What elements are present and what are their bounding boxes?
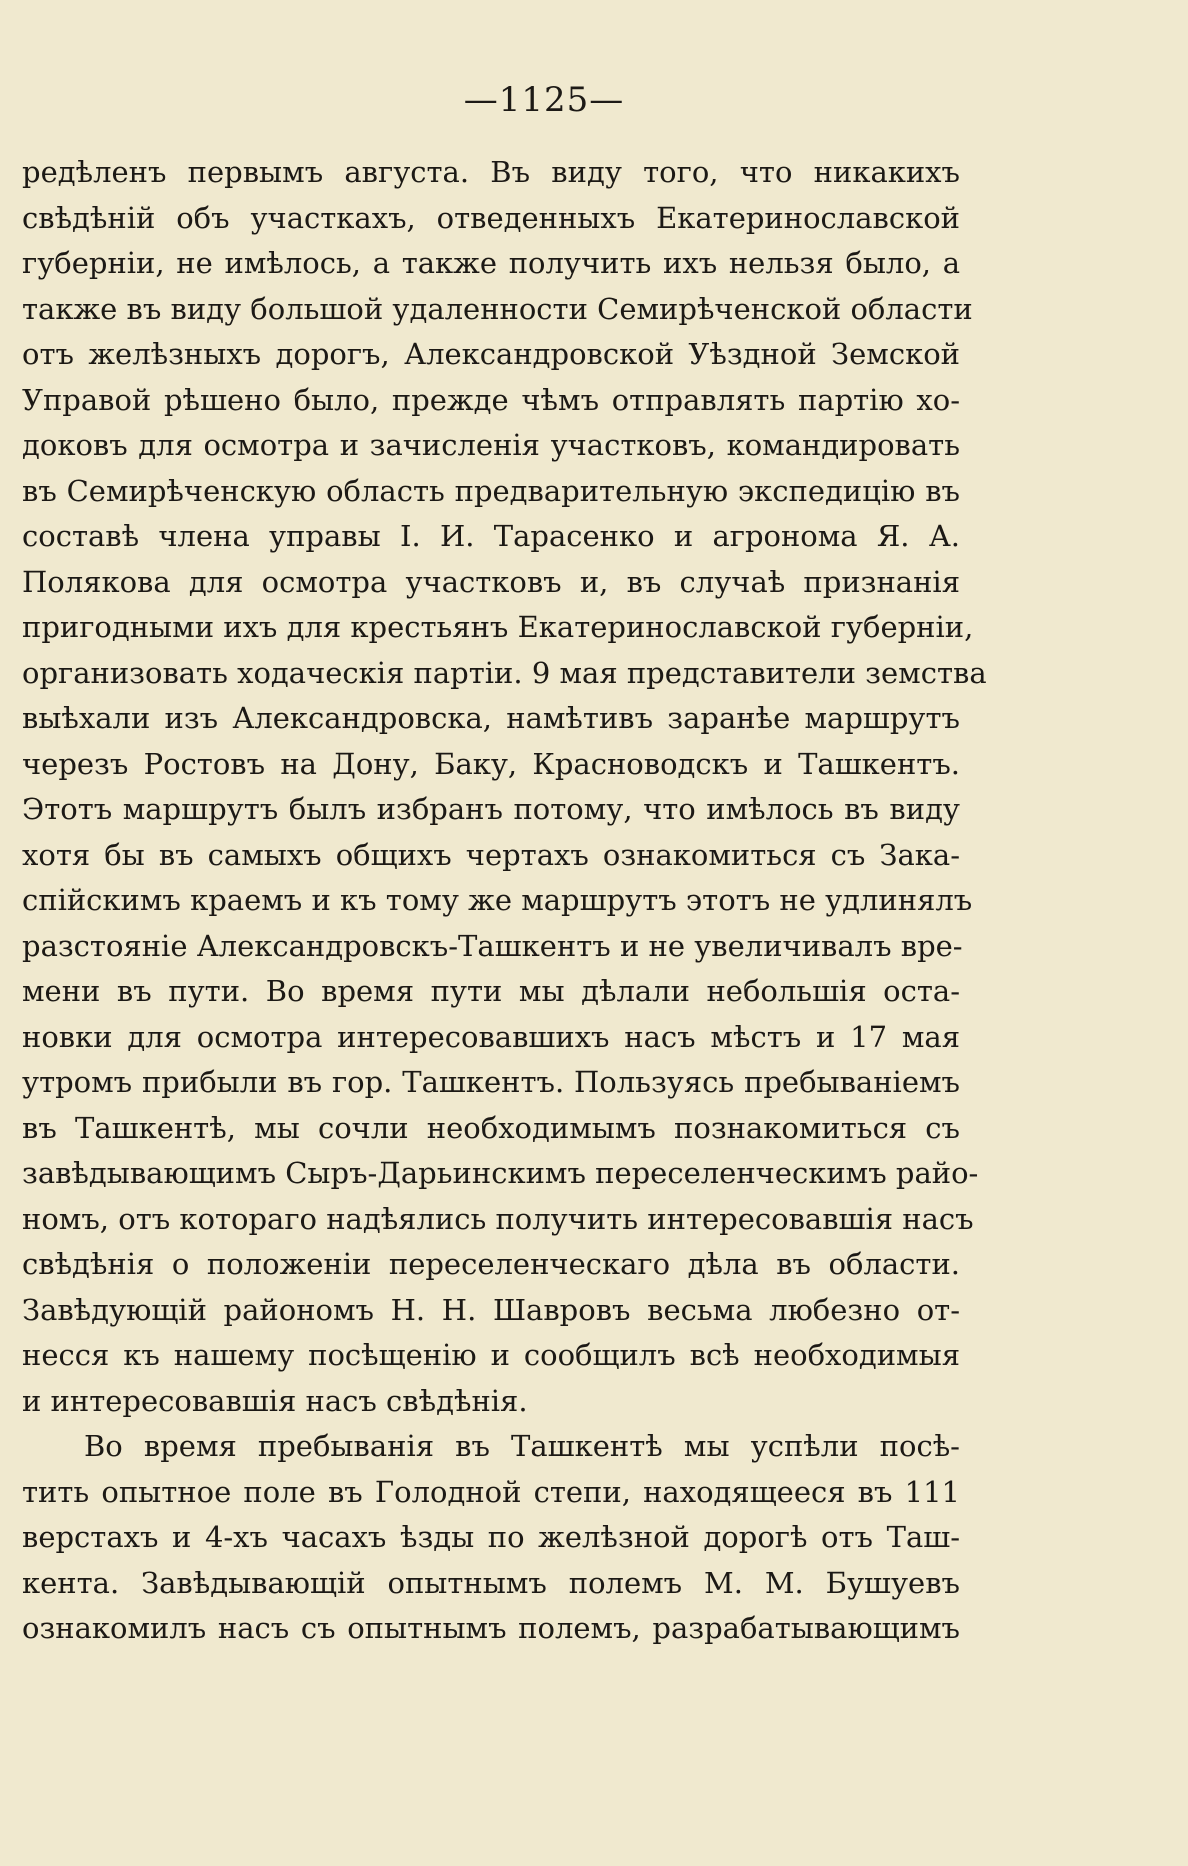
text-line: выѣхали изъ Александровска, намѣтивъ заранѣе маршрутъ (22, 701, 960, 735)
text-line: кента. Завѣдывающій опытнымъ полемъ М. М. Бушуевъ (22, 1565, 960, 1600)
text-line: и интересовавшія насъ свѣдѣнія. (22, 1383, 528, 1418)
text-line: доковъ для осмотра и зачисленія участковъ, командировать (22, 428, 960, 462)
text-line: въ Ташкентѣ, мы сочли необходимымъ познакомиться съ (22, 1110, 960, 1145)
text-line: мени въ пути. Во время пути мы дѣлали небольшія оста- (22, 974, 960, 1008)
text-line: Управой рѣшено было, прежде чѣмъ отправлять партію хо- (22, 382, 960, 417)
text-line: свѣдѣній объ участкахъ, отведенныхъ Екатеринославской (22, 200, 960, 235)
text-line: несся къ нашему посѣщенію и сообщилъ всѣ необходимыя (22, 1338, 960, 1372)
text-line: Во время пребыванія въ Ташкентѣ мы успѣли посѣ- (84, 1429, 960, 1463)
page-number: —1125— (463, 80, 625, 120)
text-line: тить опытное поле въ Голодной степи, находящееся въ 111 (22, 1474, 960, 1509)
text-line: Полякова для осмотра участковъ и, въ случаѣ признанія (22, 564, 960, 599)
text-line: губерніи, не имѣлось, а также получить ихъ нельзя было, а (22, 246, 960, 280)
text-line: разстояніе Александровскъ-Ташкентъ и не увеличивалъ вре- (22, 928, 963, 963)
text-line: Завѣдующій райономъ Н. Н. Шавровъ весьма любезно от- (22, 1292, 960, 1327)
text-line: отъ желѣзныхъ дорогъ, Александровской Уѣздной Земской (22, 337, 960, 371)
text-line: верстахъ и 4-хъ часахъ ѣзды по желѣзной дорогѣ отъ Таш- (22, 1520, 960, 1554)
paragraph (22, 150, 987, 1424)
paragraph (22, 1424, 960, 1652)
text-line: черезъ Ростовъ на Дону, Баку, Красноводскъ и Ташкентъ. (22, 746, 960, 781)
text-line: редѣленъ первымъ августа. Въ виду того, что никакихъ (22, 155, 960, 189)
text-line: составѣ члена управы І. И. Тарасенко и агронома Я. А. (22, 519, 960, 553)
text-line: ознакомилъ насъ съ опытнымъ полемъ, разрабатывающимъ (22, 1611, 960, 1645)
text-line: также въ виду большой удаленности Семирѣченской области (22, 291, 973, 326)
text-line: хотя бы въ самыхъ общихъ чертахъ ознакомиться съ Зака- (22, 837, 960, 872)
text-line: новки для осмотра интересовавшихъ насъ мѣстъ и 17 мая (22, 1019, 960, 1054)
text-line: Этотъ маршрутъ былъ избранъ потому, что имѣлось въ виду (22, 792, 960, 826)
text-line: утромъ прибыли въ гор. Ташкентъ. Пользуясь пребываніемъ (22, 1065, 960, 1099)
body-text (22, 150, 987, 1652)
text-line: номъ, отъ котораго надѣялись получить интересовавшія насъ (22, 1201, 974, 1236)
text-line: пригодными ихъ для крестьянъ Екатеринославской губерніи, (22, 610, 974, 644)
text-line: спійскимъ краемъ и къ тому же маршрутъ этотъ не удлинялъ (22, 883, 973, 917)
text-line: свѣдѣнія о положеніи переселенческаго дѣла въ области. (22, 1247, 960, 1281)
text-line: организовать ходаческія партіи. 9 мая представители земства (22, 655, 987, 690)
text-line: въ Семирѣченскую область предварительную экспедицію въ (22, 473, 960, 508)
text-line: завѣдывающимъ Сыръ-Дарьинскимъ переселенческимъ райо- (22, 1156, 979, 1190)
